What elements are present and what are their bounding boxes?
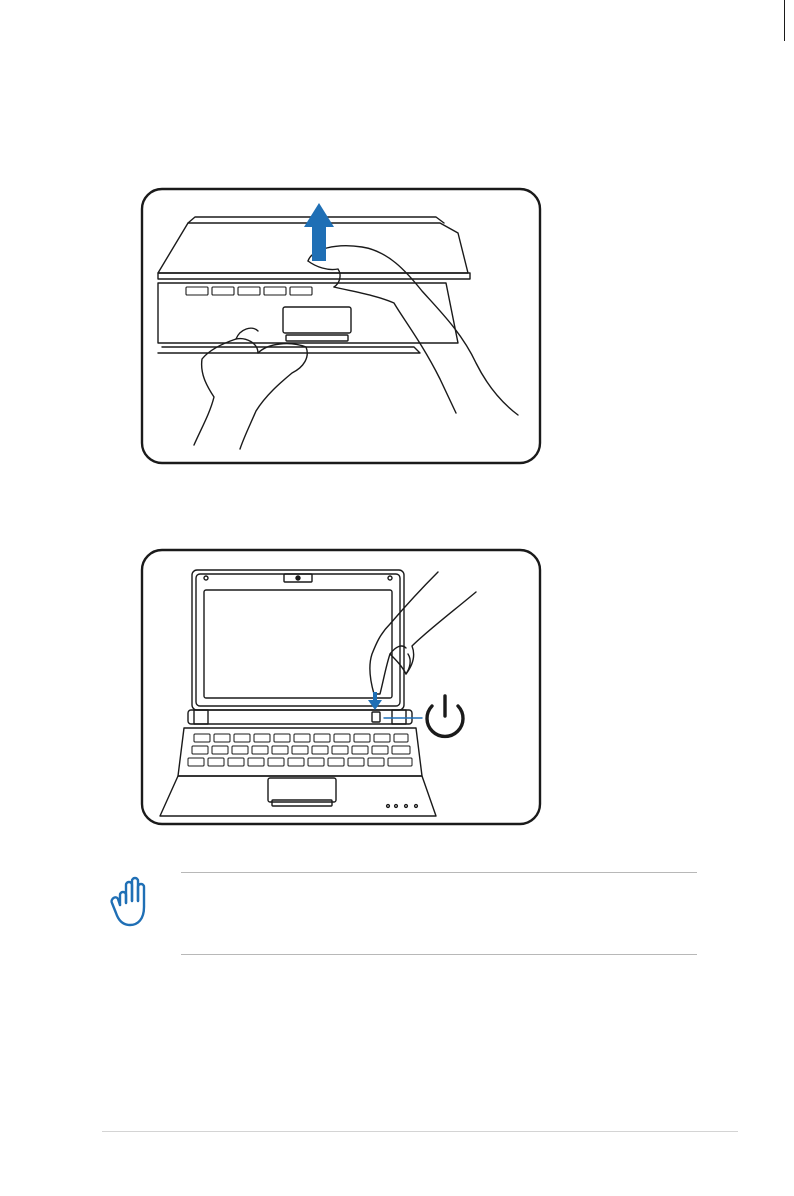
keyboard-keys [186,287,312,295]
footer-rule [102,1131,738,1132]
press-arrow-icon [368,692,382,710]
page-edge-mark [784,0,785,41]
notice-bottom-rule [181,954,697,955]
open-lid-illustration [140,187,542,467]
raised-hand-warning-icon [110,875,164,929]
power-on-illustration [140,548,542,828]
notice-top-rule [181,872,697,873]
power-button-icon [427,696,463,736]
